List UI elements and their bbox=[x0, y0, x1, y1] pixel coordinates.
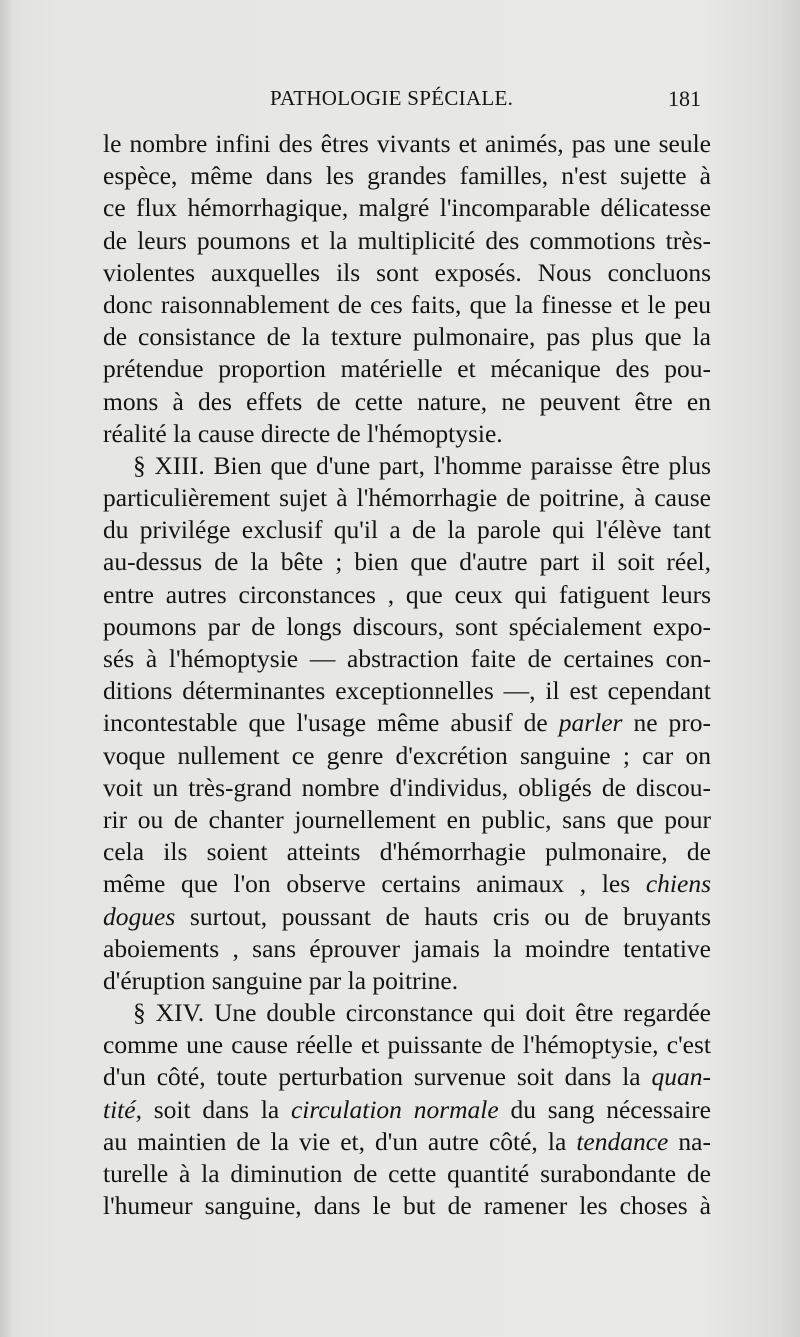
text-line: ditions déterminantes exceptionnelles —, il est cependant bbox=[103, 676, 711, 706]
text-line: voit un très-grand nombre d'individus, obligés de discou- bbox=[103, 772, 711, 802]
text-line: particulièrement sujet à l'hémorrhagie de poitrine, à cause bbox=[103, 483, 711, 513]
italic-word: dogues bbox=[103, 901, 176, 931]
text-line: entre autres circonstances , que ceux qui fatiguent leurs bbox=[103, 579, 711, 609]
text-line: même que l'on observe certains animaux , les chiens bbox=[103, 869, 711, 899]
text-line: mons à des effets de cette nature, ne peuvent être en bbox=[103, 386, 711, 416]
page-number: 181 bbox=[668, 86, 701, 111]
text-line: cela ils soient atteints d'hémorrhagie pulmonaire, de bbox=[103, 837, 711, 867]
section-xiii-start: § XIII. Bien que d'une part, l'homme paraisse être plus bbox=[133, 450, 711, 480]
text-line: dogues surtout, poussant de hauts cris ou de bruyants bbox=[103, 901, 711, 931]
italic-phrase: circulation normale bbox=[290, 1094, 499, 1124]
text-line: au-dessus de la bête ; bien que d'autre part il soit réel, bbox=[103, 547, 711, 577]
text-line: comme une cause réelle et puissante de l'hémoptysie, c'est bbox=[103, 1030, 711, 1060]
text-line: violentes auxquelles ils sont exposés. Nous concluons bbox=[103, 257, 711, 287]
text-line: d'un côté, toute perturbation survenue soit dans la quan- bbox=[103, 1062, 711, 1092]
text-line: poumons par de longs discours, sont spécialement expo- bbox=[103, 611, 711, 641]
text-line: prétendue proportion matérielle et mécanique des pou- bbox=[103, 354, 711, 384]
text-line: de leurs poumons et la multiplicité des commotions très- bbox=[103, 225, 711, 255]
text-line: ce flux hémorrhagique, malgré l'incomparable délicatesse bbox=[103, 193, 711, 223]
body-text bbox=[103, 128, 711, 1222]
running-head: PATHOLOGIE SPÉCIALE. bbox=[270, 86, 514, 110]
text-line: du privilége exclusif qu'il a de la parole qui l'élève tant bbox=[103, 515, 711, 545]
text-line: tité, soit dans la circulation normale du sang nécessaire bbox=[103, 1094, 711, 1124]
italic-word: parler bbox=[558, 708, 623, 738]
text-line: turelle à la diminution de cette quantité surabondante de bbox=[103, 1159, 711, 1188]
text-line: l'humeur sanguine, dans le but de ramener les choses à bbox=[103, 1191, 711, 1221]
text-line: de consistance de la texture pulmonaire, pas plus que la bbox=[103, 322, 711, 352]
text-line: sés à l'hémoptysie — abstraction faite de certaines con- bbox=[103, 644, 711, 673]
page-header bbox=[0, 86, 800, 126]
text-line: donc raisonnablement de ces faits, que la finesse et le peu bbox=[103, 289, 711, 319]
text-line: au maintien de la vie et, d'un autre côté, la tendance na- bbox=[103, 1126, 711, 1156]
italic-word: tité, bbox=[103, 1094, 142, 1124]
section-xiv-start: § XIV. Une double circonstance qui doit être regardée bbox=[133, 998, 711, 1028]
italic-word: quan- bbox=[651, 1062, 711, 1092]
italic-word: tendance bbox=[576, 1126, 669, 1156]
italic-word: chiens bbox=[645, 869, 711, 899]
text-line: voque nullement ce genre d'excrétion sanguine ; car on bbox=[103, 740, 711, 770]
text-line: espèce, même dans les grandes familles, n'est sujette à bbox=[103, 161, 711, 191]
text-line: aboiements , sans éprouver jamais la moindre tentative bbox=[103, 933, 711, 963]
text-line: incontestable que l'usage même abusif de parler ne pro- bbox=[103, 708, 711, 738]
text-line: rir ou de chanter journellement en public, sans que pour bbox=[103, 804, 711, 834]
text-line: d'éruption sanguine par la poitrine. bbox=[103, 965, 459, 995]
text-line: le nombre infini des êtres vivants et animés, pas une seule bbox=[103, 129, 711, 158]
text-line: réalité la cause directe de l'hémoptysie. bbox=[103, 418, 503, 448]
